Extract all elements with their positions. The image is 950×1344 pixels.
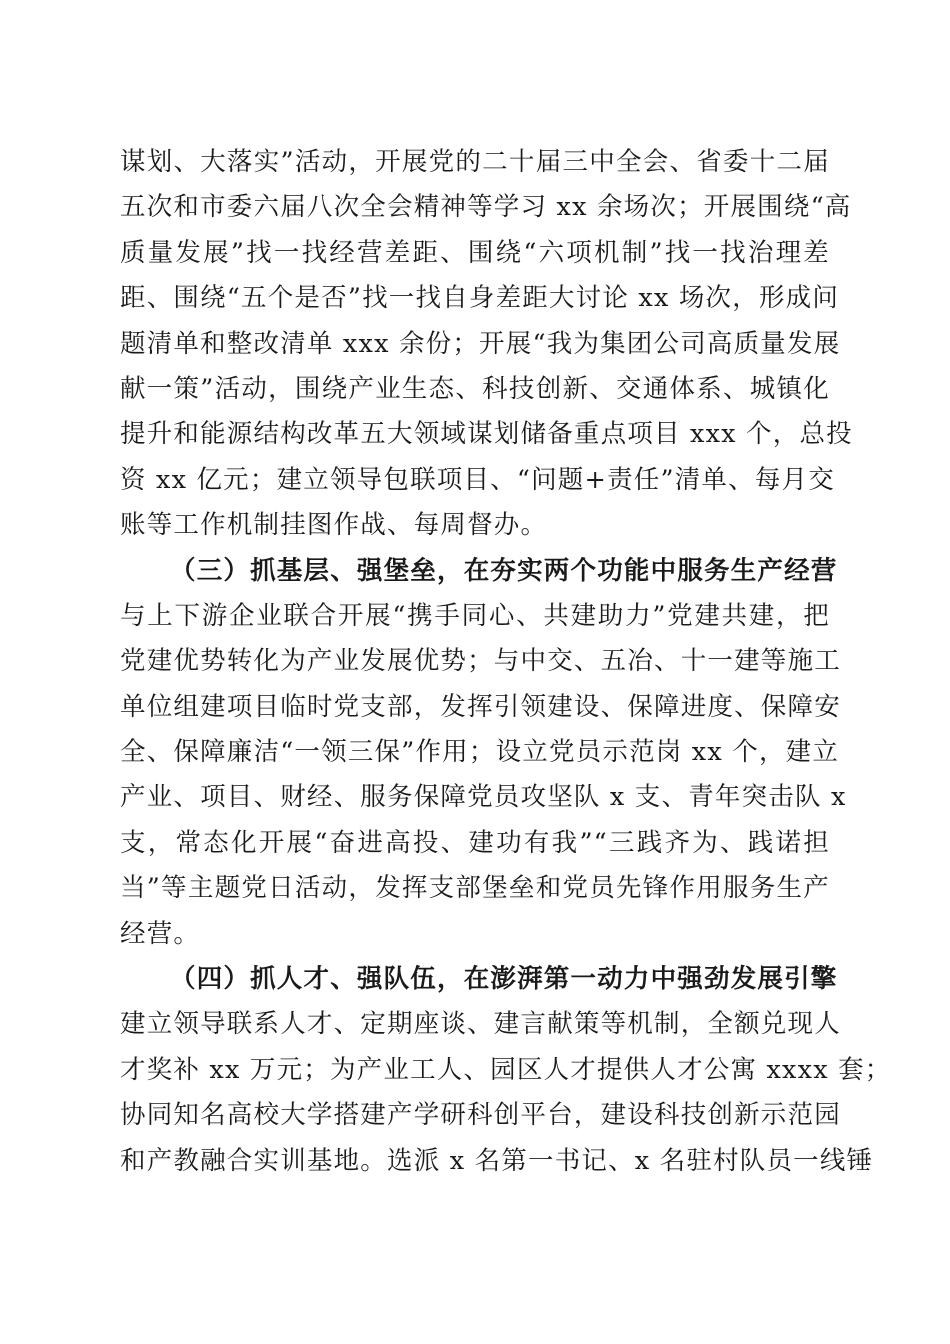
paragraph-line: 全、保障廉洁“一领三保”作用；设立党员示范岗 xx 个，建立	[120, 737, 840, 768]
paragraph-line: 协同知名高校大学搭建产学研科创平台，建设科技创新示范园	[120, 1100, 841, 1131]
paragraph-line: 产业、项目、财经、服务保障党员攻坚队 x 支、青年突击队 x	[120, 782, 847, 813]
paragraph-line: 谋划、大落实”活动，开展党的二十届三中全会、省委十二届	[120, 147, 830, 177]
section-heading: （三）抓基层、强堡垒，在夯实两个功能中服务生产经营	[170, 555, 838, 586]
paragraph-line: 题清单和整改清单 xxx 余份；开展“我为集团公司高质量发展	[120, 328, 841, 359]
section-heading: （四）抓人才、强队伍，在澎湃第一动力中强劲发展引擎	[170, 964, 838, 995]
paragraph-line: 和产教融合实训基地。选派 x 名第一书记、x 名驻村队员一线锤	[120, 1145, 874, 1176]
paragraph-line: 建立领导联系人才、定期座谈、建言献策等机制，全额兑现人	[120, 1009, 841, 1040]
paragraph-line: 党建优势转化为产业发展优势；与中交、五冶、十一建等施工	[120, 646, 841, 677]
paragraph-line: 支，常态化开展“奋进高投、建功有我”“三践齐为、践诺担	[120, 827, 830, 858]
paragraph-line: 单位组建项目临时党支部，发挥引领建设、保障进度、保障安	[120, 691, 841, 722]
paragraph-line: 与上下游企业联合开展“携手同心、共建助力”党建共建，把	[120, 600, 830, 631]
paragraph-line: 资 xx 亿元；建立领导包联项目、“问题+责任”清单、每月交	[120, 464, 835, 495]
paragraph-line: 五次和市委六届八次全会精神等学习 xx 余场次；开展围绕“高	[120, 192, 852, 223]
paragraph-line: 质量发展”找一找经营差距、围绕“六项机制”找一找治理差	[120, 237, 830, 268]
document-body	[120, 140, 892, 1184]
paragraph-line: 账等工作机制挂图作战、每周督办。	[120, 510, 548, 541]
paragraph-line: 经营。	[120, 918, 201, 949]
paragraph-line: 才奖补 xx 万元；为产业工人、园区人才提供人才公寓 xxxx 套；	[120, 1054, 892, 1085]
paragraph-line: 献一策”活动，围绕产业生态、科技创新、交通体系、城镇化	[120, 373, 830, 404]
paragraph-line: 距、围绕“五个是否”找一找自身差距大讨论 xx 场次，形成问	[120, 283, 840, 314]
paragraph-line: 提升和能源结构改革五大领域谋划储备重点项目 xxx 个，总投	[120, 419, 853, 450]
paragraph-line: 当”等主题党日活动，发挥支部堡垒和党员先锋作用服务生产	[120, 873, 830, 904]
